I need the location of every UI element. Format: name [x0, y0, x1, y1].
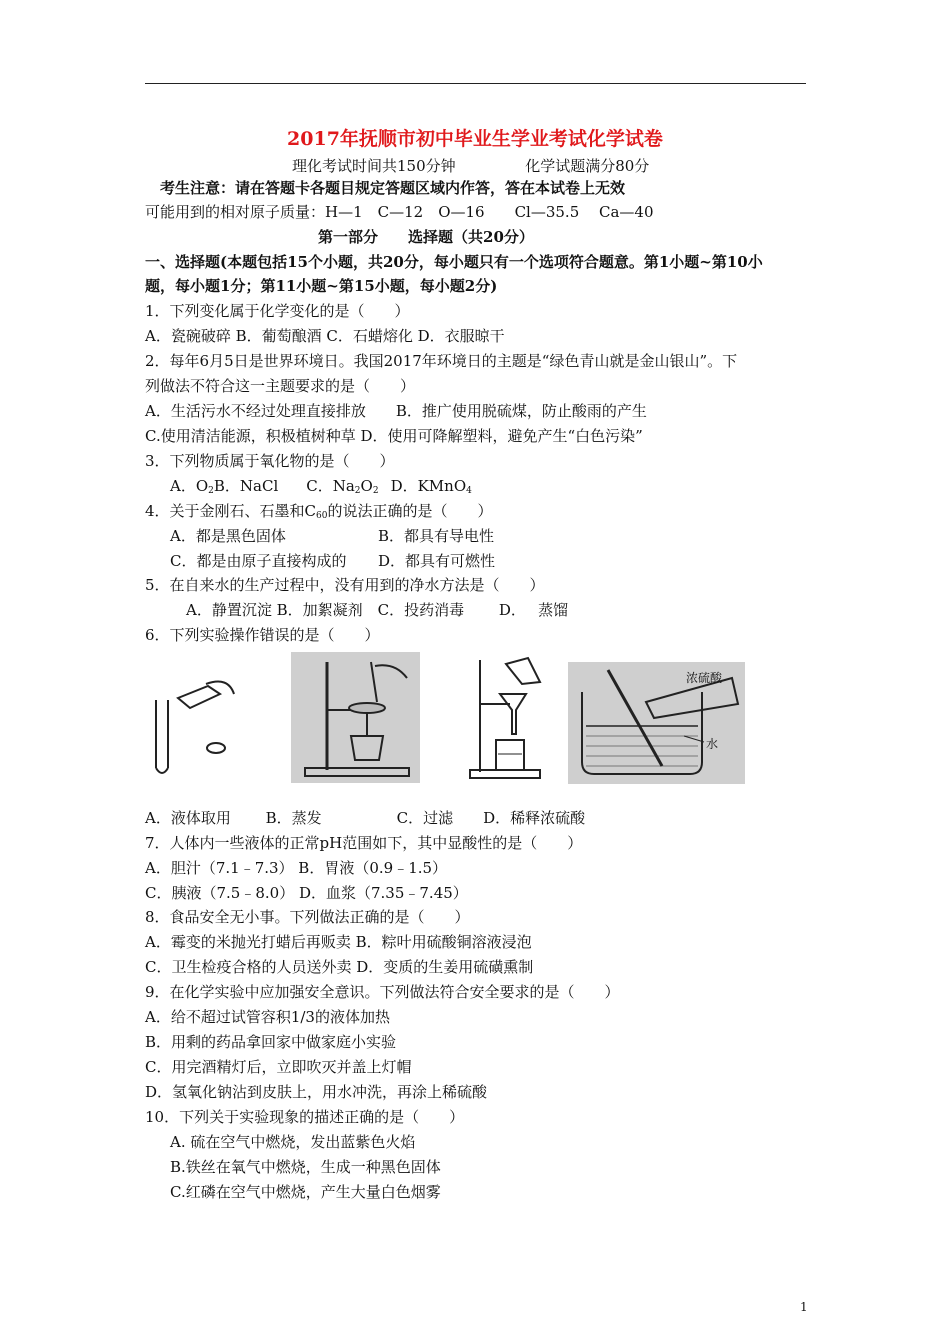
q3-option-c-sub2: 2 — [372, 486, 379, 496]
fig-dilute-acid — [568, 662, 745, 784]
exam-subtitle — [292, 155, 649, 176]
exam-time: 理化考试时间共150分钟 — [292, 157, 456, 175]
q3-option-c: C．Na — [306, 477, 355, 495]
q6-options: A．液体取用 B．蒸发 C．过滤 D．稀释浓硫酸 — [145, 809, 586, 827]
section-instructions-1: 一、选择题(本题包括15个小题，共20分，每小题只有一个选项符合题意。第1小题~第10小 — [145, 253, 763, 271]
fig-label-water: 水 — [706, 737, 719, 751]
q9-option-d: D．氢氧化钠沾到皮肤上，用水冲洗，再涂上稀硫酸 — [145, 1083, 488, 1101]
q7-options-1: A．胆汁（7.1﹣7.3） B．胃液（0.9﹣1.5） — [145, 859, 448, 877]
q2-options-1: A．生活污水不经过处理直接排放 B．推广使用脱硫煤，防止酸雨的产生 — [145, 402, 647, 420]
q2-stem-1: 2．每年6月5日是世界环境日。我国2017年环境日的主题是“绿色青山就是金山银山”。下 — [145, 352, 738, 370]
q4-stem — [145, 501, 493, 526]
q4-stem-b: 的说法正确的是（ ） — [327, 502, 493, 520]
q6-figures — [0, 650, 950, 790]
q4-option-b: B．都具有导电性 — [378, 527, 495, 545]
q1-stem: 1．下列变化属于化学变化的是（ ） — [145, 302, 410, 320]
q3-option-a: A．O — [170, 477, 209, 495]
q4-option-c: C．都是由原子直接构成的 — [170, 552, 347, 570]
q3-option-a-sub: 2 — [208, 486, 214, 496]
q7-options-2: C．胰液（7.5﹣8.0） D．血浆（7.35﹣7.45） — [145, 884, 468, 902]
q9-option-b: B．用剩的药品拿回家中做家庭小实验 — [145, 1033, 397, 1051]
q3-option-b: B．NaCl — [213, 477, 279, 495]
fig-label-acid: 浓硫酸 — [686, 671, 723, 685]
q3-option-d: D．KMnO — [390, 477, 467, 495]
q4-option-d: D．都具有可燃性 — [378, 552, 496, 570]
q10-option-a: A. 硫在空气中燃烧，发出蓝紫色火焰 — [170, 1133, 416, 1151]
exam-score: 化学试题满分80分 — [525, 157, 650, 175]
exam-title: 2017年抚顺市初中毕业生学业考试化学试卷 — [287, 128, 663, 150]
q9-stem: 9．在化学实验中应加强安全意识。下列做法符合安全要求的是（ ） — [145, 983, 620, 1001]
q6-stem: 6．下列实验操作错误的是（ ） — [145, 626, 380, 644]
q4-stem-sub: 60 — [316, 511, 328, 521]
q3-options — [170, 476, 472, 501]
q2-options-2: C.使用清洁能源，积极植树种草 D．使用可降解塑料，避免产生“白色污染” — [145, 427, 643, 445]
fig-filtration — [466, 654, 546, 782]
q10-option-c: C.红磷在空气中燃烧，产生大量白色烟雾 — [170, 1183, 441, 1201]
q5-stem: 5．在自来水的生产过程中，没有用到的净水方法是（ ） — [145, 576, 545, 594]
atomic-mass: 可能用到的相对原子质量：H—1 C—12 O—16 Cl—35.5 Ca—40 — [145, 203, 654, 221]
q9-option-a: A．给不超过试管容积1/3的液体加热 — [145, 1008, 390, 1026]
q10-option-b: B.铁丝在氧气中燃烧，生成一种黑色固体 — [170, 1158, 441, 1176]
q5-options: A．静置沉淀 B．加絮凝剂 C．投药消毒 D． 蒸馏 — [186, 601, 569, 619]
q3-option-c-o: O — [360, 477, 373, 495]
q3-stem: 3．下列物质属于氧化物的是（ ） — [145, 452, 395, 470]
q3-option-c-sub1: 2 — [354, 486, 361, 496]
q4-option-a: A．都是黑色固体 — [170, 527, 286, 545]
q3-option-d-sub: 4 — [466, 486, 472, 496]
page-number: 1 — [800, 1300, 808, 1314]
header-rule — [145, 83, 806, 84]
q10-stem: 10．下列关于实验现象的描述正确的是（ ） — [145, 1108, 465, 1126]
part-heading: 第一部分 选择题（共20分） — [318, 228, 534, 246]
candidate-notice: 考生注意：请在答题卡各题目规定答题区域内作答，答在本试卷上无效 — [160, 179, 626, 197]
q8-options-1: A．霉变的米抛光打蜡后再贩卖 B．粽叶用硫酸铜溶液浸泡 — [145, 933, 532, 951]
q9-option-c: C．用完酒精灯后，立即吹灭并盖上灯帽 — [145, 1058, 412, 1076]
q7-stem: 7．人体内一些液体的正常pH范围如下，其中显酸性的是（ ） — [145, 834, 583, 852]
fig-evaporation — [291, 652, 420, 783]
q8-stem: 8．食品安全无小事。下列做法正确的是（ ） — [145, 908, 470, 926]
q4-stem-a: 4．关于金刚石、石墨和C — [145, 502, 317, 520]
q2-stem-2: 列做法不符合这一主题要求的是（ ） — [145, 377, 416, 395]
q8-options-2: C．卫生检疫合格的人员送外卖 D．变质的生姜用硫磺熏制 — [145, 958, 534, 976]
q1-options: A．瓷碗破碎 B．葡萄酿酒 C．石蜡熔化 D．衣服晾干 — [145, 327, 505, 345]
fig-liquid-transfer — [148, 668, 240, 780]
section-instructions-2: 题，每小题1分；第11小题~第15小题，每小题2分) — [145, 277, 498, 295]
